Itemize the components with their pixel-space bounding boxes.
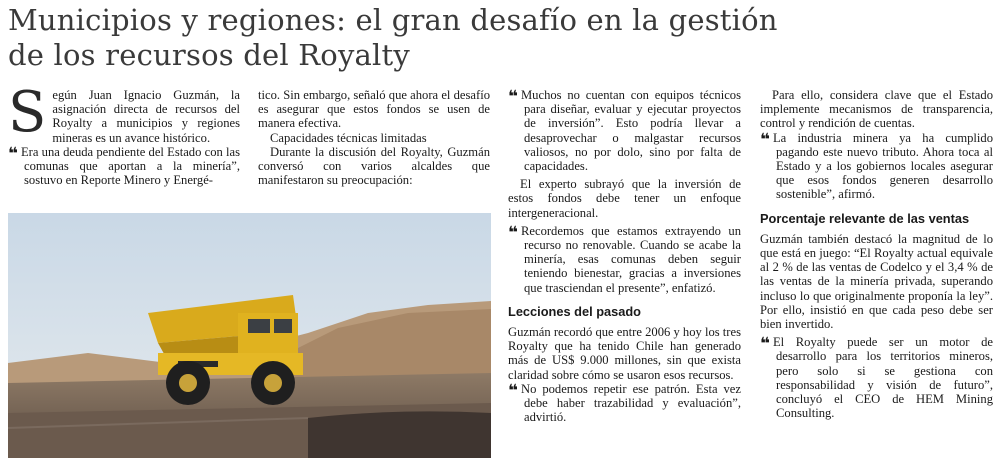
column-4 <box>760 88 993 420</box>
paragraph: Guzmán también destacó la magnitud de lo que está en juego: “El Royalty actual equivale al 2 % de las ventas de Codelco y el 3,4 % de las ventas de la minería privada, superando incluso lo que originalmente proponía la ley”. Por ello, insistió en que cada peso debe ser bien invertido. <box>760 231 993 332</box>
paragraph: tico. Sin embargo, señaló que ahora el desafío es asegurar que estos fondos se usen de manera efectiva. <box>258 88 490 131</box>
mining-truck-photo <box>8 213 491 458</box>
headline: Municipios y regiones: el gran desafío en la gestión de los recursos del Royalty <box>8 3 778 72</box>
lead-paragraph: Según Juan Ignacio Guzmán, la asignación directa de recursos del Royalty a municipios y regiones mineras es un avance histórico. <box>8 80 240 145</box>
paragraph: Para ello, considera clave que el Estado implemente mecanismos de transparencia, control y rendición de cuentas. <box>760 88 993 131</box>
paragraph: Guzmán recordó que entre 2006 y hoy los tres Royalty que ha tenido Chile han generado más de US$ 9.000 millones, sin que exista claridad sobre cómo se usaron esos recursos. <box>508 325 741 382</box>
subheading: Lecciones del pasado <box>508 303 641 319</box>
paragraph: Durante la discusión del Royalty, Guzmán conversó con varios alcaldes que manifestaron su preocupación: <box>258 144 490 188</box>
quote-icon: ❝ <box>508 380 518 401</box>
quote-icon: ❝ <box>8 143 18 164</box>
quote-paragraph: ❝ Muchos no cuentan con equipos técnicos para diseñar, evaluar y ejecutar proyectos de inversión”. Esto podría llevar a desaprovechar o malgastar recursos valiosos, no por dolo, sino por falta de capacidades. <box>508 87 741 174</box>
quote-icon: ❝ <box>760 334 770 355</box>
quote-paragraph: ❝ Era una deuda pendiente del Estado con las comunas que aportan a la minería”, sostuvo en Reporte Minero y Energé- <box>8 143 240 188</box>
column-1 <box>8 80 240 188</box>
quote-paragraph: ❝ Recordemos que estamos extrayendo un recurso no renovable. Cuando se acabe la minería, esas comunas deben seguir teniendo bienestar, gracias a inversiones que trasciendan el presente”, enfatizó. <box>508 222 741 295</box>
quote-icon: ❝ <box>508 222 518 243</box>
dropcap: S <box>8 80 47 145</box>
quote-paragraph: ❝ No podemos repetir ese patrón. Esta vez debe haber trazabilidad y evaluación”, advirtió. <box>508 380 741 425</box>
column-2 <box>258 88 490 187</box>
paragraph: El experto subrayó que la inversión de estos fondos debe tener un enfoque intergeneracional. <box>508 177 741 220</box>
quote-icon: ❝ <box>508 87 518 107</box>
column-3 <box>508 88 741 424</box>
subheading: Porcentaje relevante de las ventas <box>760 210 970 226</box>
quote-paragraph: ❝ La industria minera ya ha cumplido pagando este nuevo tributo. Ahora toca al Estado y a los gobiernos locales asegurar que esos fondos generen desarrollo sostenible”, afirmó. <box>760 129 993 202</box>
quote-paragraph: ❝ El Royalty puede ser un motor de desarrollo para los territorios mineros, pero solo si se gestiona con responsabilidad y visión de futuro”, concluyó el CEO de HEM Mining Consulting. <box>760 334 993 421</box>
quote-icon: ❝ <box>760 129 770 150</box>
paragraph: Capacidades técnicas limitadas <box>270 130 427 145</box>
